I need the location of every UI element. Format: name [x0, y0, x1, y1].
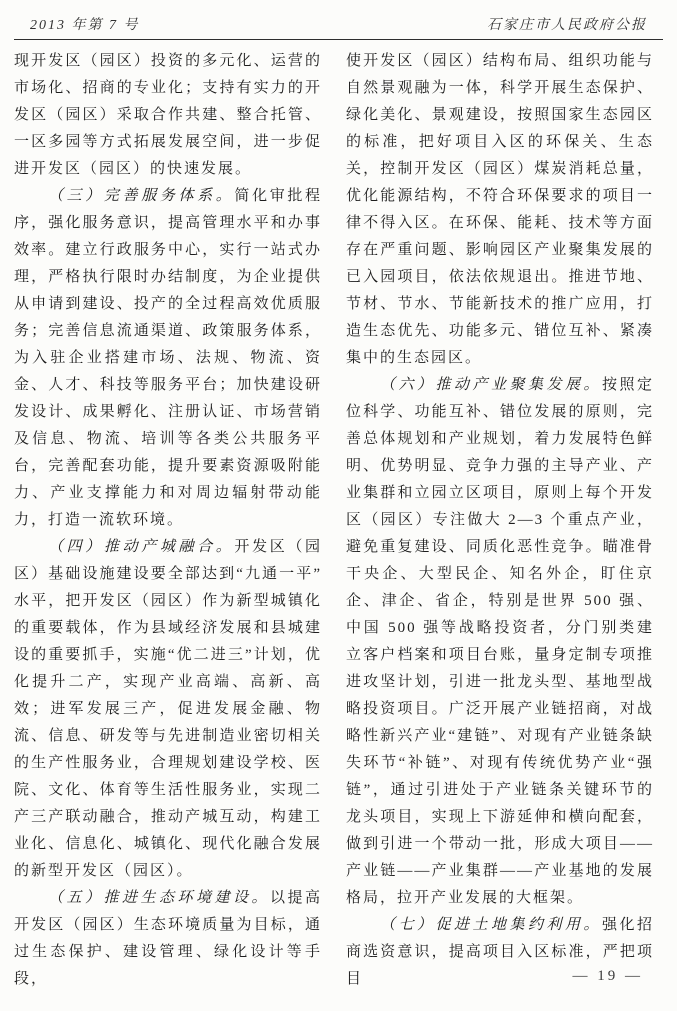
right-column [346, 48, 654, 993]
gazette-title: 石家庄市人民政府公报 [487, 18, 647, 33]
page-footer [573, 968, 644, 985]
section-heading: （三）完善服务体系。 [48, 188, 235, 204]
left-column [14, 48, 322, 993]
paragraph [14, 885, 322, 993]
paragraph [346, 372, 654, 912]
section-heading: （四）推动产城融合。 [48, 539, 235, 555]
body-text: 开发区（园区）基础设施建设要全部达到“九通一平”水平，把开发区（园区）作为新型城镇化的重要载体，作为县域经济发展和县城建设的重要抓手，实施“优二进三”计划，优化提升二产，实现产业高端、高新、高效；进军发展三产，促进发展金融、物流、信息、研发等与先进制造业密切相关的生产性服务业，合理规划建设学校、医院、文化、体育等生活性服务业，实现二产三产联动融合，推动产城互动，构建工业化、信息化、城镇化、现代化融合发展的新型开发区（园区）。 [14, 539, 322, 879]
body-text: 使开发区（园区）结构布局、组织功能与自然景观融为一体，科学开展生态保护、绿化美化、景观建设，按照国家生态园区的标准，把好项目入区的环保关、生态关，控制开发区（园区）煤炭消耗总量，优化能源结构，不符合环保要求的项目一律不得入区。在环保、能耗、技术等方面存在严重问题、影响园区产业聚集发展的已入园项目，依法依规退出。推进节地、节材、节水、节能新技术的推广应用，打造生态优先、功能多元、错位互补、紧凑集中的生态园区。 [346, 53, 654, 366]
section-heading: （六）推动产业聚集发展。 [380, 377, 602, 393]
paragraph [346, 48, 654, 372]
body-text: 按照定位科学、功能互补、错位发展的原则，完善总体规划和产业规划，着力发展特色鲜明、优势明显、竞争力强的主导产业、产业集群和立园立区项目，原则上每个开发区（园区）专注做大 2—3 个重点产业，避免重复建设、同质化恶性竞争。瞄准骨干央企、大型民企、知名外企，盯住京企、津企、省企，特别是世界 500 强、中国 500 强等战略投资者，分门别类建立客户档案和项目台账，量身定制专项推进攻坚计划，引进一批龙头型、基地型战略投资项目。广泛开展产业链招商，对战略性新兴产业“建链”、对现有产业链条缺失环节“补链”、对现有传统优势产业“强链”，通过引进处于产业链条关键环节的龙头项目，实现上下游延伸和横向配套，做到引进一个带动一批，形成大项目——产业链——产业集群——产业基地的发展格局，拉开产业发展的大框架。 [346, 377, 654, 906]
paragraph [14, 183, 322, 534]
body-text: 简化审批程序，强化服务意识，提高管理水平和办事效率。建立行政服务中心，实行一站式办理，严格执行限时办结制度，为企业提供从申请到建设、投产的全过程高效优质服务；完善信息流通渠道、政策服务体系，为入驻企业搭建市场、法规、物流、资金、人才、科技等服务平台；加快建设研发设计、成果孵化、注册认证、市场营销及信息、物流、培训等各类公共服务平台，完善配套功能，提升要素资源吸附能力、产业支撑能力和对周边辐射带动能力，打造一流软环境。 [14, 188, 322, 528]
page-header [14, 10, 663, 39]
section-heading: （五）推进生态环境建设。 [48, 890, 270, 906]
issue-number: 2013 年第 7 号 [30, 18, 140, 33]
body-text: 现开发区（园区）投资的多元化、运营的市场化、招商的专业化；支持有实力的开发区（园区）采取合作共建、整合托管、一区多园等方式拓展发展空间，进一步促进开发区（园区）的快速发展。 [14, 53, 322, 177]
paragraph [14, 48, 322, 183]
body-text: 以提高开发区（园区）生态环境质量为目标，通过生态保护、建设管理、绿化设计等手段， [14, 890, 322, 987]
section-heading: （七）促进土地集约利用。 [380, 917, 602, 933]
page-number: — 19 — [572, 968, 643, 984]
paragraph [14, 534, 322, 885]
page-body [14, 40, 663, 993]
body-text: 强化招商选资意识，提高项目入区标准，严把项目 [346, 917, 654, 987]
